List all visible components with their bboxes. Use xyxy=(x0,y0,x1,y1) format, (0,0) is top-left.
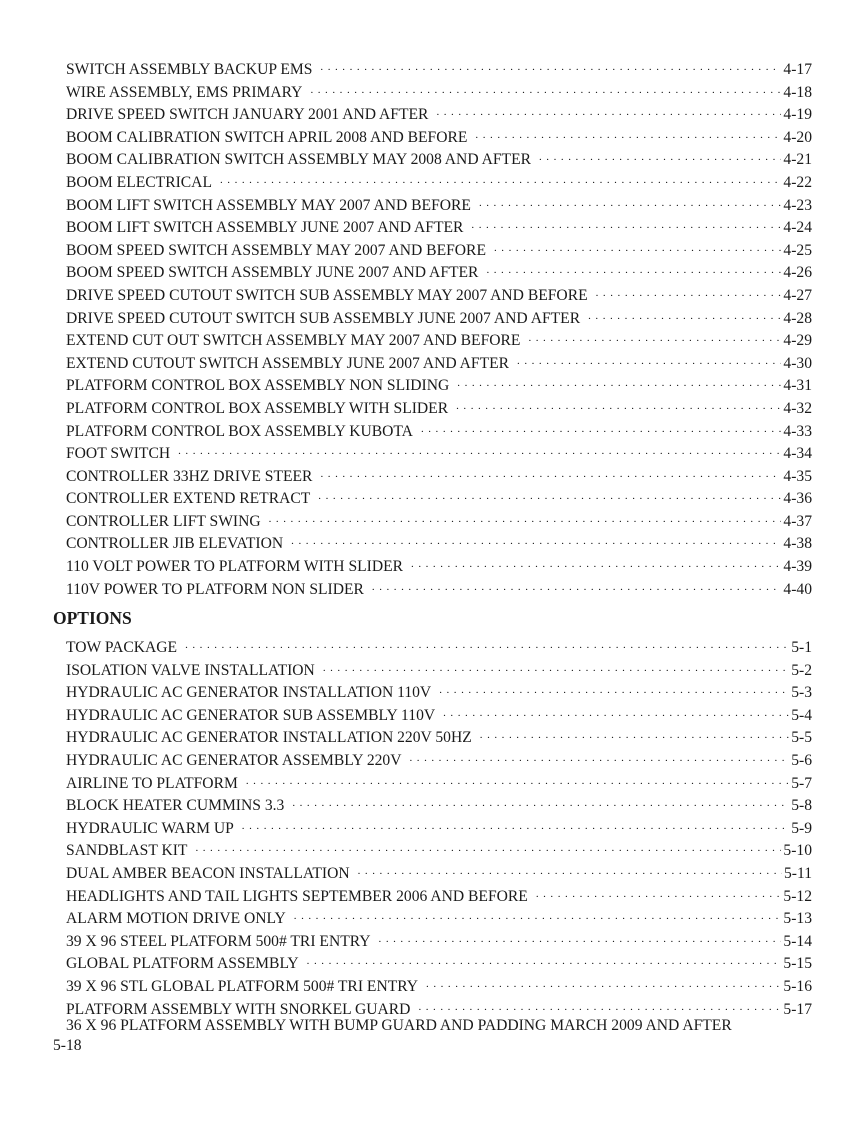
toc-entry-title: CONTROLLER JIB ELEVATION xyxy=(66,535,284,553)
section-heading-options: OPTIONS xyxy=(53,608,132,628)
toc-entry[interactable] xyxy=(66,325,812,348)
toc-entry[interactable] xyxy=(66,835,812,858)
dot-leader xyxy=(178,440,781,458)
dot-leader xyxy=(185,634,789,652)
toc-entry[interactable] xyxy=(66,54,812,77)
dot-leader xyxy=(379,928,782,946)
toc-entry[interactable] xyxy=(66,212,812,235)
toc-entry-page: 4-26 xyxy=(783,264,812,282)
toc-entry-title: BOOM SPEED SWITCH ASSEMBLY MAY 2007 AND BEFORE xyxy=(66,241,486,259)
toc-entry[interactable] xyxy=(66,574,812,597)
toc-entry[interactable] xyxy=(66,551,812,574)
toc-entry-title: SWITCH ASSEMBLY BACKUP EMS xyxy=(66,61,313,78)
toc-entry-title: CONTROLLER EXTEND RETRACT xyxy=(66,490,311,508)
toc-entry[interactable] xyxy=(66,190,812,213)
toc-entry-title: TOW PACKAGE xyxy=(66,639,178,656)
toc-entry-title: EXTEND CUT OUT SWITCH ASSEMBLY MAY 2007 AND BEFORE xyxy=(66,332,521,350)
dot-leader xyxy=(479,192,781,210)
toc-entry-title: 110 VOLT POWER TO PLATFORM WITH SLIDER xyxy=(66,558,404,576)
dot-leader xyxy=(457,372,781,390)
toc-entry-title: HEADLIGHTS AND TAIL LIGHTS SEPTEMBER 2006 AND BEFORE xyxy=(66,887,528,905)
toc-entry-page: 5-2 xyxy=(791,661,812,679)
dot-leader xyxy=(539,146,781,164)
toc-entry-title: DUAL AMBER BEACON INSTALLATION xyxy=(66,864,350,882)
toc-entry-title: DRIVE SPEED CUTOUT SWITCH SUB ASSEMBLY MAY 2007 AND BEFORE xyxy=(66,286,588,304)
toc-entry[interactable] xyxy=(66,858,812,881)
toc-entry[interactable] xyxy=(66,393,812,416)
toc-entry-page: 5-6 xyxy=(791,751,812,769)
toc-entry[interactable] xyxy=(66,416,812,439)
toc-entry-page: 4-38 xyxy=(783,535,812,553)
toc-entry-page: 5-4 xyxy=(791,706,812,724)
toc-entry[interactable] xyxy=(66,348,812,371)
toc-entry-title: PLATFORM CONTROL BOX ASSEMBLY NON SLIDING xyxy=(66,377,450,395)
toc-entry[interactable] xyxy=(66,926,812,949)
toc-entry-title: BLOCK HEATER CUMMINS 3.3 xyxy=(66,797,285,815)
dot-leader xyxy=(242,815,789,833)
dot-leader xyxy=(517,350,781,368)
toc-entry-page: 4-22 xyxy=(783,173,812,191)
dot-leader xyxy=(246,770,789,788)
dot-leader xyxy=(439,679,789,697)
toc-entry[interactable] xyxy=(66,745,812,768)
dot-leader xyxy=(456,395,781,413)
toc-entry-title: 110V POWER TO PLATFORM NON SLIDER xyxy=(66,580,364,598)
toc-entry-title: ALARM MOTION DRIVE ONLY xyxy=(66,910,286,928)
dot-leader xyxy=(536,883,782,901)
toc-entry-title: CONTROLLER LIFT SWING xyxy=(66,512,261,530)
toc-entry-title: WIRE ASSEMBLY, EMS PRIMARY xyxy=(66,83,303,101)
toc-entry[interactable] xyxy=(66,994,812,1017)
toc-entry-title: HYDRAULIC AC GENERATOR ASSEMBLY 220V xyxy=(66,751,402,769)
toc-entry-page: 4-18 xyxy=(783,83,812,101)
toc-entry-page: 5-13 xyxy=(783,910,812,928)
toc-entry[interactable] xyxy=(66,144,812,167)
toc-entry-page: 5-15 xyxy=(783,955,812,973)
toc-entry[interactable] xyxy=(66,303,812,326)
toc-entry-title: PLATFORM CONTROL BOX ASSEMBLY WITH SLIDER xyxy=(66,399,449,417)
toc-entry-title: GLOBAL PLATFORM ASSEMBLY xyxy=(66,955,299,973)
dot-leader xyxy=(320,56,781,74)
toc-entry-title: 39 X 96 STEEL PLATFORM 500# TRI ENTRY xyxy=(66,932,371,950)
dot-leader xyxy=(372,576,782,594)
dot-leader xyxy=(471,214,781,232)
toc-entry[interactable] xyxy=(66,677,812,700)
toc-entry[interactable] xyxy=(66,948,812,971)
toc-entry[interactable] xyxy=(66,655,812,678)
toc-entry-title: AIRLINE TO PLATFORM xyxy=(66,774,238,792)
toc-entry-title: BOOM SPEED SWITCH ASSEMBLY JUNE 2007 AND AFTER xyxy=(66,264,479,282)
toc-entry-page: 4-21 xyxy=(783,151,812,169)
toc-entry-page: 5-12 xyxy=(783,887,812,905)
toc-entry-page: 4-19 xyxy=(783,106,812,124)
toc-entry-page: 4-24 xyxy=(783,219,812,237)
toc-entry-page: 4-31 xyxy=(783,377,812,395)
dot-leader xyxy=(588,305,781,323)
toc-entry-page: 5-10 xyxy=(783,842,812,860)
toc-entry-title: DRIVE SPEED CUTOUT SWITCH SUB ASSEMBLY JUNE 2007 AND AFTER xyxy=(66,309,581,327)
dot-leader xyxy=(411,553,781,571)
toc-entry[interactable] xyxy=(66,370,812,393)
toc-entry-title: PLATFORM CONTROL BOX ASSEMBLY KUBOTA xyxy=(66,422,413,440)
toc-entry-page: 5-3 xyxy=(791,684,812,702)
toc-entry-title: EXTEND CUTOUT SWITCH ASSEMBLY JUNE 2007 AND AFTER xyxy=(66,354,510,372)
toc-entry[interactable] xyxy=(66,438,812,461)
toc-entry[interactable] xyxy=(66,483,812,506)
toc-entry-page: 4-23 xyxy=(783,196,812,214)
toc-entry-page: 4-20 xyxy=(783,128,812,146)
dot-leader xyxy=(318,485,781,503)
toc-entry-page: 4-28 xyxy=(783,309,812,327)
toc-entry-page: 4-27 xyxy=(783,286,812,304)
toc-list-options xyxy=(66,632,812,1016)
dot-leader xyxy=(409,747,789,765)
toc-entry-page: 5-5 xyxy=(791,729,812,747)
toc-entry-title: HYDRAULIC AC GENERATOR INSTALLATION 220V 50HZ xyxy=(66,729,472,747)
toc-entry-title: BOOM LIFT SWITCH ASSEMBLY JUNE 2007 AND AFTER xyxy=(66,219,464,237)
toc-entry-page: 4-40 xyxy=(783,580,812,598)
toc-list-electrical xyxy=(66,54,812,596)
toc-entry[interactable] xyxy=(66,881,812,904)
toc-entry-title: PLATFORM ASSEMBLY WITH SNORKEL GUARD xyxy=(66,1000,411,1018)
toc-entry-page: 5-8 xyxy=(791,797,812,815)
dot-leader xyxy=(323,657,789,675)
dot-leader xyxy=(310,79,781,97)
toc-entry-title: 39 X 96 STL GLOBAL PLATFORM 500# TRI ENTRY xyxy=(66,977,419,995)
dot-leader xyxy=(294,905,782,923)
toc-entry-title-last[interactable]: 36 X 96 PLATFORM ASSEMBLY WITH BUMP GUARD AND PADDING MARCH 2009 AND AFTER xyxy=(66,1017,732,1034)
toc-entry[interactable] xyxy=(66,461,812,484)
toc-entry[interactable] xyxy=(66,700,812,723)
toc-entry[interactable] xyxy=(66,971,812,994)
toc-entry-page: 5-16 xyxy=(783,977,812,995)
dot-leader xyxy=(486,259,781,277)
toc-entry-page: 4-34 xyxy=(783,445,812,463)
toc-entry-page: 5-17 xyxy=(783,1000,812,1018)
toc-entry[interactable] xyxy=(66,813,812,836)
toc-entry-title: BOOM CALIBRATION SWITCH APRIL 2008 AND BEFORE xyxy=(66,128,468,146)
dot-leader xyxy=(596,282,782,300)
toc-entry-title: BOOM CALIBRATION SWITCH ASSEMBLY MAY 2008 AND AFTER xyxy=(66,151,531,169)
toc-entry[interactable] xyxy=(66,722,812,745)
dot-leader xyxy=(292,792,789,810)
toc-entry-title: SANDBLAST KIT xyxy=(66,842,188,860)
toc-entry[interactable] xyxy=(66,768,812,791)
dot-leader xyxy=(418,996,781,1014)
toc-entry-page: 5-1 xyxy=(791,639,812,656)
toc-entry-title: DRIVE SPEED SWITCH JANUARY 2001 AND AFTER xyxy=(66,106,429,124)
toc-entry[interactable] xyxy=(66,235,812,258)
toc-entry-page-last[interactable]: 5-18 xyxy=(53,1037,82,1054)
toc-entry-page: 4-37 xyxy=(783,512,812,530)
toc-entry-page: 5-11 xyxy=(783,864,812,882)
toc-entry[interactable] xyxy=(66,99,812,122)
dot-leader xyxy=(291,530,781,548)
toc-entry-page: 4-30 xyxy=(783,354,812,372)
dot-leader xyxy=(443,702,789,720)
toc-entry-page: 4-36 xyxy=(783,490,812,508)
toc-entry-title: BOOM ELECTRICAL xyxy=(66,173,212,191)
toc-entry[interactable] xyxy=(66,506,812,529)
toc-entry[interactable] xyxy=(66,122,812,145)
toc-entry[interactable] xyxy=(66,257,812,280)
toc-entry-page: 5-9 xyxy=(791,819,812,837)
toc-entry-title: BOOM LIFT SWITCH ASSEMBLY MAY 2007 AND BEFORE xyxy=(66,196,471,214)
toc-entry-page: 5-14 xyxy=(783,932,812,950)
dot-leader xyxy=(320,463,781,481)
dot-leader xyxy=(195,837,781,855)
dot-leader xyxy=(436,101,781,119)
toc-entry-page: 4-17 xyxy=(783,61,812,78)
toc-entry[interactable] xyxy=(66,903,812,926)
toc-entry-page: 4-35 xyxy=(783,467,812,485)
toc-entry-page: 4-32 xyxy=(783,399,812,417)
dot-leader xyxy=(220,169,781,187)
toc-entry[interactable] xyxy=(66,528,812,551)
dot-leader xyxy=(426,973,781,991)
toc-entry[interactable] xyxy=(66,167,812,190)
toc-entry[interactable] xyxy=(66,632,812,655)
toc-entry-title: HYDRAULIC WARM UP xyxy=(66,819,234,837)
dot-leader xyxy=(307,950,782,968)
toc-entry-title: FOOT SWITCH xyxy=(66,445,171,463)
toc-entry-title: HYDRAULIC AC GENERATOR INSTALLATION 110V xyxy=(66,684,432,702)
dot-leader xyxy=(480,724,789,742)
dot-leader xyxy=(494,237,781,255)
toc-entry-page: 4-25 xyxy=(783,241,812,259)
dot-leader xyxy=(269,508,782,526)
toc-entry-title: CONTROLLER 33HZ DRIVE STEER xyxy=(66,467,313,485)
dot-leader xyxy=(475,124,781,142)
toc-entry-page: 4-33 xyxy=(783,422,812,440)
toc-entry[interactable] xyxy=(66,280,812,303)
dot-leader xyxy=(528,327,781,345)
dot-leader xyxy=(358,860,782,878)
toc-entry-title: ISOLATION VALVE INSTALLATION xyxy=(66,661,315,679)
toc-entry-title: HYDRAULIC AC GENERATOR SUB ASSEMBLY 110V xyxy=(66,706,436,724)
dot-leader xyxy=(421,418,781,436)
toc-entry[interactable] xyxy=(66,77,812,100)
toc-entry-page: 4-39 xyxy=(783,558,812,576)
toc-entry-page: 4-29 xyxy=(783,332,812,350)
toc-entry-page: 5-7 xyxy=(791,774,812,792)
toc-entry[interactable] xyxy=(66,790,812,813)
